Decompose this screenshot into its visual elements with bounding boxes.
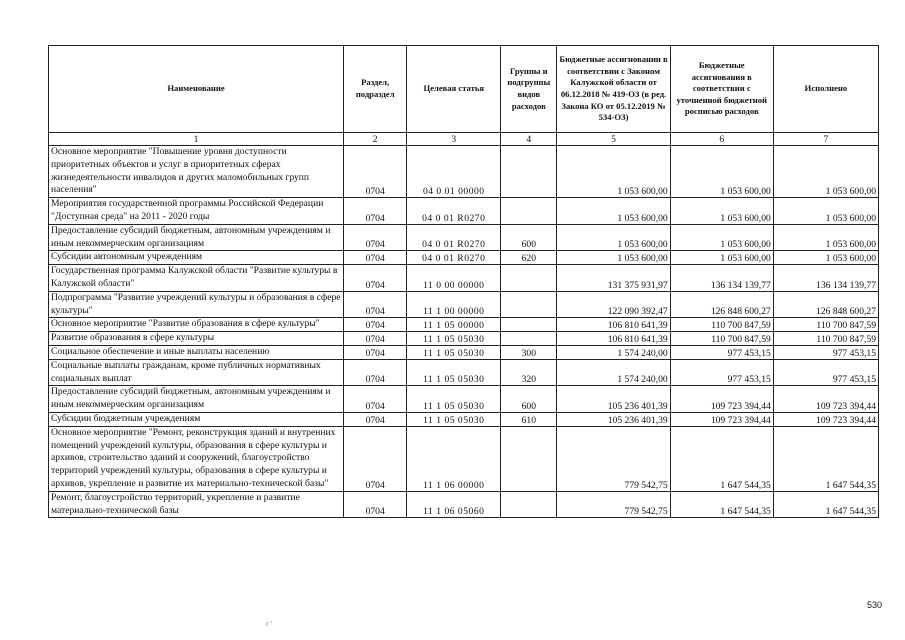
- cell-group: 320: [501, 359, 557, 386]
- cell-law: 779 542,75: [557, 491, 670, 518]
- cell-refined: 136 134 139,77: [670, 265, 773, 292]
- cell-executed: 110 700 847,59: [773, 318, 878, 332]
- cell-section: 0704: [344, 146, 407, 198]
- cell-target: 11 1 05 05030: [407, 359, 501, 386]
- table-row: [49, 491, 879, 518]
- cell-section: 0704: [344, 426, 407, 491]
- cell-section: 0704: [344, 251, 407, 265]
- cell-target: 11 1 00 00000: [407, 291, 501, 318]
- cell-target: 04 0 01 R0270: [407, 251, 501, 265]
- cell-name: Субсидии автономным учреждениям: [49, 251, 344, 265]
- cell-group: 600: [501, 386, 557, 413]
- cell-executed: 109 723 394,44: [773, 386, 878, 413]
- table-row: [49, 412, 879, 426]
- cell-group: [501, 318, 557, 332]
- cell-refined: 1 647 544,35: [670, 426, 773, 491]
- cell-executed: 109 723 394,44: [773, 412, 878, 426]
- cell-law: 1 574 240,00: [557, 345, 670, 359]
- cell-section: 0704: [344, 291, 407, 318]
- cell-target: 04 0 01 R0270: [407, 224, 501, 251]
- header-group: Группы и подгруппы видов расходов: [501, 46, 557, 133]
- cell-executed: 1 053 600,00: [773, 224, 878, 251]
- cell-name: Субсидии бюджетным учреждениям: [49, 412, 344, 426]
- cell-name: Подпрограмма "Развитие учреждений культуры и образования в сфере культуры": [49, 291, 344, 318]
- cell-executed: 1 053 600,00: [773, 146, 878, 198]
- cell-target: 04 0 01 00000: [407, 146, 501, 198]
- table-row: [49, 359, 879, 386]
- cell-section: 0704: [344, 386, 407, 413]
- cell-section: 0704: [344, 359, 407, 386]
- cell-name: Социальные выплаты гражданам, кроме публичных нормативных социальных выплат: [49, 359, 344, 386]
- table-row: [49, 224, 879, 251]
- cell-name: Основное мероприятие "Развитие образования в сфере культуры": [49, 318, 344, 332]
- cell-executed: 1 647 544,35: [773, 491, 878, 518]
- cell-group: 620: [501, 251, 557, 265]
- column-number-row: [49, 133, 879, 146]
- cell-name: Предоставление субсидий бюджетным, автономным учреждениям и иным некоммерческим организациям: [49, 224, 344, 251]
- cell-name: Предоставление субсидий бюджетным, автономным учреждениям и иным некоммерческим организациям: [49, 386, 344, 413]
- cell-law: 1 053 600,00: [557, 224, 670, 251]
- table-row: [49, 146, 879, 198]
- cell-executed: 110 700 847,59: [773, 332, 878, 346]
- cell-law: 1 053 600,00: [557, 146, 670, 198]
- cell-executed: 1 053 600,00: [773, 198, 878, 225]
- cell-target: 11 1 05 05030: [407, 412, 501, 426]
- table-row: [49, 332, 879, 346]
- cell-name: Ремонт, благоустройство территорий, укрепление и развитие материально-технической базы: [49, 491, 344, 518]
- cell-executed: 126 848 600,27: [773, 291, 878, 318]
- cell-executed: 136 134 139,77: [773, 265, 878, 292]
- cell-name: Развитие образования в сфере культуры: [49, 332, 344, 346]
- cell-executed: 1 647 544,35: [773, 426, 878, 491]
- cell-section: 0704: [344, 491, 407, 518]
- cell-target: 11 1 06 00000: [407, 426, 501, 491]
- cell-law: 122 090 392,47: [557, 291, 670, 318]
- cell-executed: 1 053 600,00: [773, 251, 878, 265]
- cell-executed: 977 453,15: [773, 345, 878, 359]
- col-num: 4: [501, 133, 557, 146]
- cell-name: Мероприятия государственной программы Российской Федерации "Доступная среда" на 2011 - 2020 годы: [49, 198, 344, 225]
- cell-refined: 110 700 847,59: [670, 318, 773, 332]
- cell-target: 11 1 06 05060: [407, 491, 501, 518]
- cell-name: Основное мероприятие "Ремонт, реконструкция зданий и внутренних помещений учреждений культуры, образования в сфере культуры и архивов, строительство зданий и сооружений, благоустройство территорий учреждений культуры, образования в сфере культуры и архивов, укрепление и развитие их материально-технической базы": [49, 426, 344, 491]
- cell-law: 779 542,75: [557, 426, 670, 491]
- cell-target: 11 1 05 05030: [407, 332, 501, 346]
- col-num: 5: [557, 133, 670, 146]
- header-executed: Исполнено: [773, 46, 878, 133]
- cell-target: 11 1 05 05030: [407, 345, 501, 359]
- cell-group: [501, 291, 557, 318]
- page-number: 530: [867, 600, 883, 610]
- cell-refined: 1 053 600,00: [670, 198, 773, 225]
- col-num: 3: [407, 133, 501, 146]
- cell-group: 300: [501, 345, 557, 359]
- col-num: 2: [344, 133, 407, 146]
- cell-group: [501, 426, 557, 491]
- cell-group: [501, 332, 557, 346]
- cell-refined: 110 700 847,59: [670, 332, 773, 346]
- cell-target: 11 1 05 05030: [407, 386, 501, 413]
- stray-mark: г ': [266, 620, 272, 628]
- cell-section: 0704: [344, 318, 407, 332]
- cell-target: 11 1 05 00000: [407, 318, 501, 332]
- cell-name: Социальное обеспечение и иные выплаты населению: [49, 345, 344, 359]
- col-num: 1: [49, 133, 344, 146]
- cell-section: 0704: [344, 332, 407, 346]
- cell-target: 04 0 01 R0270: [407, 198, 501, 225]
- header-refined: Бюджетные ассигнования в соответствии с уточненной бюджетной росписью расходов: [670, 46, 773, 133]
- cell-refined: 1 053 600,00: [670, 146, 773, 198]
- cell-group: 610: [501, 412, 557, 426]
- cell-law: 106 810 641,39: [557, 318, 670, 332]
- table-row: [49, 318, 879, 332]
- cell-name: Основное мероприятие "Повышение уровня доступности приоритетных объектов и услуг в приоритетных сферах жизнедеятельности инвалидов и других маломобильных групп населения": [49, 146, 344, 198]
- cell-group: [501, 265, 557, 292]
- header-row: [49, 46, 879, 133]
- table-row: [49, 251, 879, 265]
- cell-refined: 109 723 394,44: [670, 412, 773, 426]
- header-law: Бюджетные ассигновании в соответствии с Законом Калужской области от 06.12.2018 № 419-ОЗ (в ред. Закона КО от 05.12.2019 № 534-ОЗ): [557, 46, 670, 133]
- cell-refined: 1 647 544,35: [670, 491, 773, 518]
- cell-law: 106 810 641,39: [557, 332, 670, 346]
- cell-law: 131 375 931,97: [557, 265, 670, 292]
- cell-refined: 126 848 600,27: [670, 291, 773, 318]
- cell-executed: 977 453,15: [773, 359, 878, 386]
- cell-group: [501, 491, 557, 518]
- header-target: Целевая статья: [407, 46, 501, 133]
- cell-law: 1 053 600,00: [557, 251, 670, 265]
- budget-table: [48, 45, 879, 518]
- cell-group: [501, 198, 557, 225]
- cell-refined: 109 723 394,44: [670, 386, 773, 413]
- cell-section: 0704: [344, 198, 407, 225]
- cell-section: 0704: [344, 224, 407, 251]
- cell-refined: 977 453,15: [670, 345, 773, 359]
- cell-section: 0704: [344, 412, 407, 426]
- col-num: 6: [670, 133, 773, 146]
- cell-group: [501, 146, 557, 198]
- table-row: [49, 198, 879, 225]
- cell-law: 105 236 401,39: [557, 412, 670, 426]
- cell-refined: 977 453,15: [670, 359, 773, 386]
- col-num: 7: [773, 133, 878, 146]
- table-row: [49, 386, 879, 413]
- header-name: Наименование: [49, 46, 344, 133]
- cell-section: 0704: [344, 345, 407, 359]
- cell-name: Государственная программа Калужской области "Развитие культуры в Калужской области": [49, 265, 344, 292]
- table-row: [49, 426, 879, 491]
- cell-group: 600: [501, 224, 557, 251]
- cell-refined: 1 053 600,00: [670, 224, 773, 251]
- table-row: [49, 265, 879, 292]
- cell-section: 0704: [344, 265, 407, 292]
- cell-refined: 1 053 600,00: [670, 251, 773, 265]
- table-row: [49, 291, 879, 318]
- cell-law: 1 574 240,00: [557, 359, 670, 386]
- header-section: Раздел, подраздел: [344, 46, 407, 133]
- table-row: [49, 345, 879, 359]
- cell-target: 11 0 00 00000: [407, 265, 501, 292]
- cell-law: 1 053 600,00: [557, 198, 670, 225]
- cell-law: 105 236 401,39: [557, 386, 670, 413]
